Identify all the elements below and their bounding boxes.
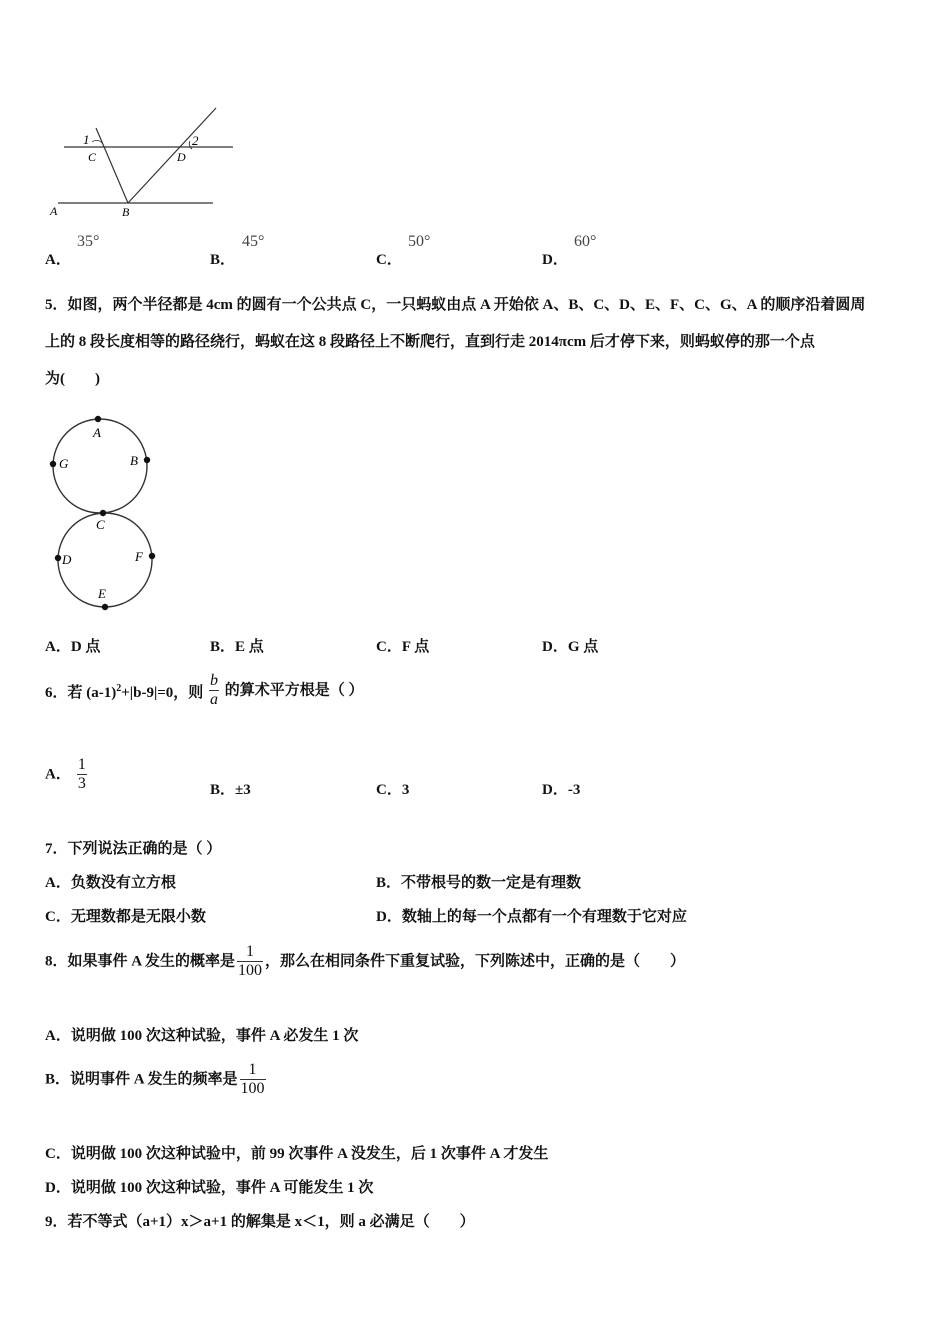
q6-option-a-fraction xyxy=(77,756,87,793)
q5-stem-line2: 上的 8 段长度相等的路径绕行，蚂蚁在这 8 段路径上不断爬行，直到行走 2014πcm 后才停下来，则蚂蚁停的那一个点 xyxy=(45,334,815,350)
label-a: A xyxy=(50,204,58,218)
q5-option-a-value: D 点 xyxy=(70,639,101,655)
label-b: B xyxy=(122,205,130,219)
q6-option-a xyxy=(45,756,87,793)
q4-option-d-letter: D． xyxy=(542,252,568,268)
q4-figure xyxy=(40,100,250,225)
q6-option-c xyxy=(376,780,409,800)
q8-prefix: 8．如果事件 A 发生的概率是 xyxy=(45,953,236,970)
segment-bd xyxy=(128,108,216,203)
q8-suffix: ，那么在相同条件下重复试验，下列陈述中，正确的是（ ） xyxy=(265,953,686,970)
q4-option-a-letter: A． xyxy=(45,252,71,268)
q6-option-d xyxy=(542,780,580,800)
q4-option-b-value: 45° xyxy=(242,233,265,250)
label-c: C xyxy=(88,150,97,164)
q6-option-b-value: ±3 xyxy=(235,782,251,798)
q4-option-c-letter: C． xyxy=(376,252,402,268)
label-a: A xyxy=(93,425,101,440)
q7-option-c: C．无理数都是无限小数 xyxy=(45,909,206,925)
q7-option-a: A．负数没有立方根 xyxy=(45,875,176,891)
label-e: E xyxy=(98,586,106,601)
q5-option-d-value: G 点 xyxy=(567,639,599,655)
q8-frac-num: 1 xyxy=(237,943,263,962)
segment-bc xyxy=(96,128,128,203)
q8-stem xyxy=(45,943,685,980)
q5-option-b-letter: B． xyxy=(210,639,236,655)
label-d: D xyxy=(177,150,186,164)
q8-option-b-fraction xyxy=(240,1061,266,1098)
q6-option-c-letter: C． xyxy=(376,782,402,798)
q8-frac-den: 100 xyxy=(238,962,263,979)
q4-option-b-letter: B． xyxy=(210,252,236,268)
q5-option-c xyxy=(376,637,429,657)
label-f: F xyxy=(135,549,143,564)
q8-option-c: C．说明做 100 次这种试验中，前 99 次事件 A 没发生，后 1 次事件 A 才发生 xyxy=(45,1146,549,1162)
q6-option-b-letter: B． xyxy=(210,782,236,798)
q5-option-d xyxy=(542,637,598,657)
q6-sup: 2 xyxy=(116,682,122,694)
q8-option-b-den: 100 xyxy=(240,1080,265,1097)
q5-option-c-value: F 点 xyxy=(401,639,430,655)
label-angle-2: 2 xyxy=(192,133,199,148)
q6-frac-den: a xyxy=(210,691,219,708)
q6-option-c-value: 3 xyxy=(401,782,410,798)
q5-figure xyxy=(40,410,170,615)
q7-stem: 7．下列说法正确的是（ ） xyxy=(45,841,222,857)
q8-option-b xyxy=(45,1061,266,1098)
q6-frac-num: b xyxy=(210,672,219,689)
q6-stem xyxy=(45,672,364,709)
q4-option-c-value: 50° xyxy=(408,233,431,250)
label-angle-1: 1 xyxy=(83,132,90,147)
q6-option-a-letter: A． xyxy=(45,766,71,783)
q6-fraction xyxy=(209,672,219,709)
label-b: B xyxy=(130,453,138,468)
label-d: D xyxy=(62,552,72,567)
q9-stem: 9．若不等式（a+1）x＞a+1 的解集是 x＜1，则 a 必满足（ ） xyxy=(45,1214,475,1230)
q7-option-d: D．数轴上的每一个点都有一个有理数于它对应 xyxy=(376,909,687,925)
q6-option-d-letter: D． xyxy=(542,782,568,798)
q8-option-d: D．说明做 100 次这种试验，事件 A 可能发生 1 次 xyxy=(45,1180,374,1196)
q8-option-b-num: 1 xyxy=(240,1061,266,1080)
q8-option-b-text: B．说明事件 A 发生的频率是 xyxy=(45,1071,238,1088)
q6-option-a-num: 1 xyxy=(77,756,86,773)
q6-option-b xyxy=(210,780,251,800)
q6-suffix: 的算术平方根是（ ） xyxy=(224,682,364,699)
q5-stem-line3: 为( ) xyxy=(45,371,100,387)
q5-option-c-letter: C． xyxy=(376,639,402,655)
q5-option-b-value: E 点 xyxy=(235,639,264,655)
q6-option-a-den: 3 xyxy=(77,775,86,792)
q6-prefix: 6．若 (a-1) xyxy=(45,684,117,701)
q4-option-d-value: 60° xyxy=(574,233,597,250)
q5-stem-line1: 5．如图，两个半径都是 4cm 的圆有一个公共点 C，一只蚂蚁由点 A 开始依 A、B、C、D、E、F、C、G、A 的顺序沿着圆周 xyxy=(45,297,866,313)
q7-option-b: B．不带根号的数一定是有理数 xyxy=(376,875,582,891)
q8-option-a: A．说明做 100 次这种试验，事件 A 必发生 1 次 xyxy=(45,1028,359,1044)
label-g: G xyxy=(59,456,69,471)
q5-option-a xyxy=(45,637,100,657)
q8-fraction xyxy=(237,943,263,980)
q5-option-d-letter: D． xyxy=(542,639,568,655)
q6-middle: +|b-9|=0，则 xyxy=(121,684,204,701)
q4-option-a-value: 35° xyxy=(77,233,100,250)
q6-option-d-value: -3 xyxy=(567,782,581,798)
q5-option-b xyxy=(210,637,264,657)
q5-option-a-letter: A． xyxy=(45,639,71,655)
label-c: C xyxy=(96,517,105,532)
